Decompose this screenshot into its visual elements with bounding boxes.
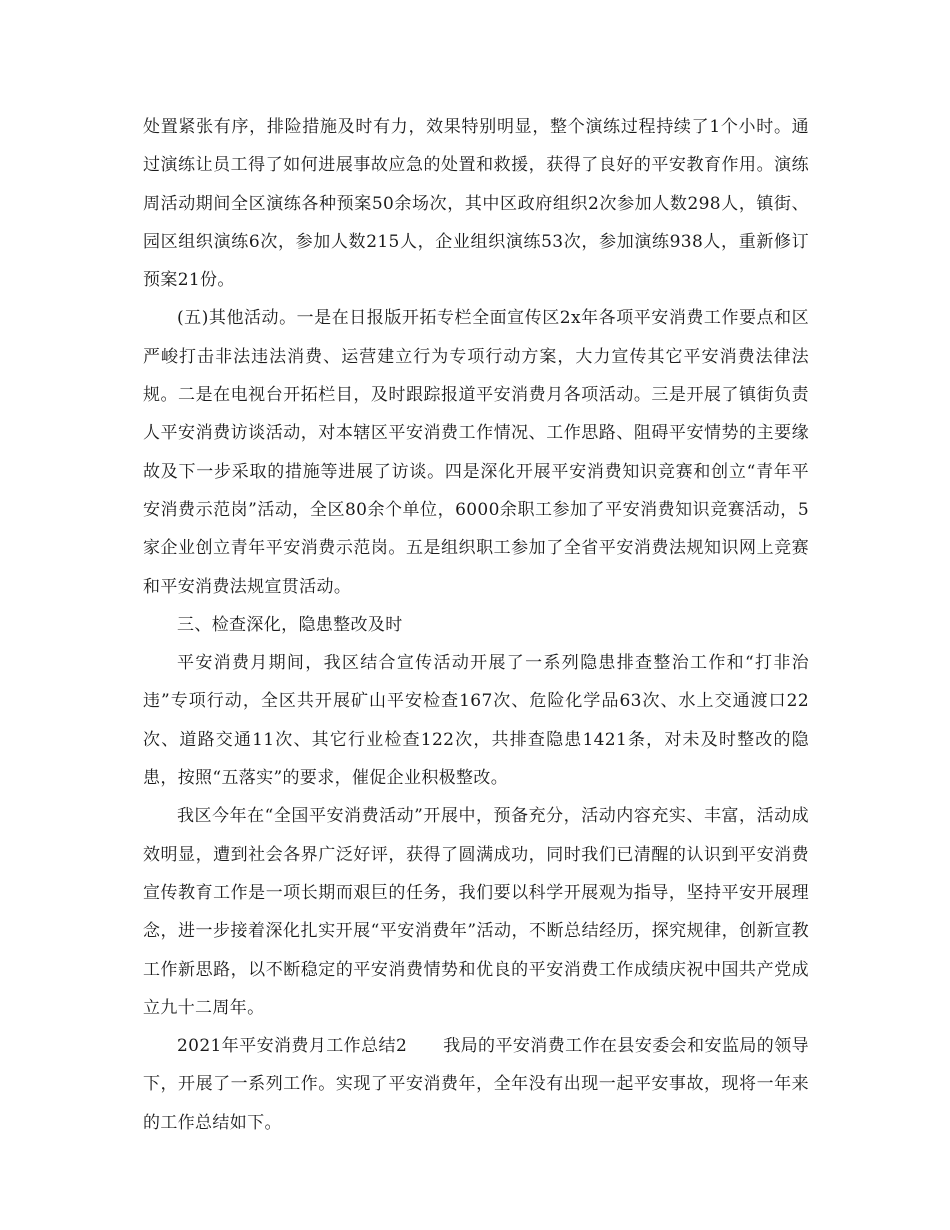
summary-body: 我局的平安消费工作在县安委会和安监局的领导下，开展了一系列工作。实现了平安消费年，全年没有出现一起平安事故，现将一年来的工作总结如下。 [143,1036,809,1133]
section-heading-inspection: 三、检查深化，隐患整改及时 [177,614,403,635]
paragraph-conclusion: 我区今年在“全国平安消费活动”开展中，预备充分，活动内容充实、丰富，活动成效明显，遭到社会各界广泛好评，获得了圆满成功，同时我们已清醒的认识到平安消费宣传教育工作是一项长期而艰巨的任务，我们要以科学开展观为指导，坚持平安开展理念，进一步接着深化扎实开展“平安消费年”活动，不断总结经历，探究规律，创新宣教工作新思路，以不断稳定的平安消费情势和优良的平安消费工作成绩庆祝中国共产党成立九十二周年。 [143,806,809,1018]
document-body [143,108,809,1142]
paragraph-hazard-inspection: 平安消费月期间，我区结合宣传活动开展了一系列隐患排查整治工作和“打非治违”专项行动，全区共开展矿山平安检查167次、危险化学品63次、水上交通渡口22次、道路交通11次、其它行业检查122次，共排查隐患1421条，对未及时整改的隐患，按照“五落实”的要求，催促企业积极整改。 [143,653,809,789]
summary-heading: 2021年平安消费月工作总结2 [177,1036,408,1057]
paragraph-drill-results: 处置紧张有序，排险措施及时有力，效果特别明显，整个演练过程持续了1个小时。通过演练让员工得了如何进展事故应急的处置和救援，获得了良好的平安教育作用。演练周活动期间全区演练各种预案50余场次，其中区政府组织2次参加人数298人，镇街、园区组织演练6次，参加人数215人，企业组织演练53次，参加演练938人，重新修订预案21份。 [143,117,809,291]
paragraph-summary-2 [143,1027,809,1142]
paragraph-other-activities: (五)其他活动。一是在日报版开拓专栏全面宣传区2x年各项平安消费工作要点和区严峻打击非法违法消费、运营建立行为专项行动方案，大力宣传其它平安消费法律法规。二是在电视台开拓栏目，及时跟踪报道平安消费月各项活动。三是开展了镇街负责人平安消费访谈活动，对本辖区平安消费工作情况、工作思路、阻碍平安情势的主要缘故及下一步采取的措施等进展了访谈。四是深化开展平安消费知识竞赛和创立“青年平安消费示范岗”活动，全区80余个单位，6000余职工参加了平安消费知识竞赛活动，5家企业创立青年平安消费示范岗。五是组织职工参加了全省平安消费法规知识网上竞赛和平安消费法规宣贯活动。 [143,308,809,597]
